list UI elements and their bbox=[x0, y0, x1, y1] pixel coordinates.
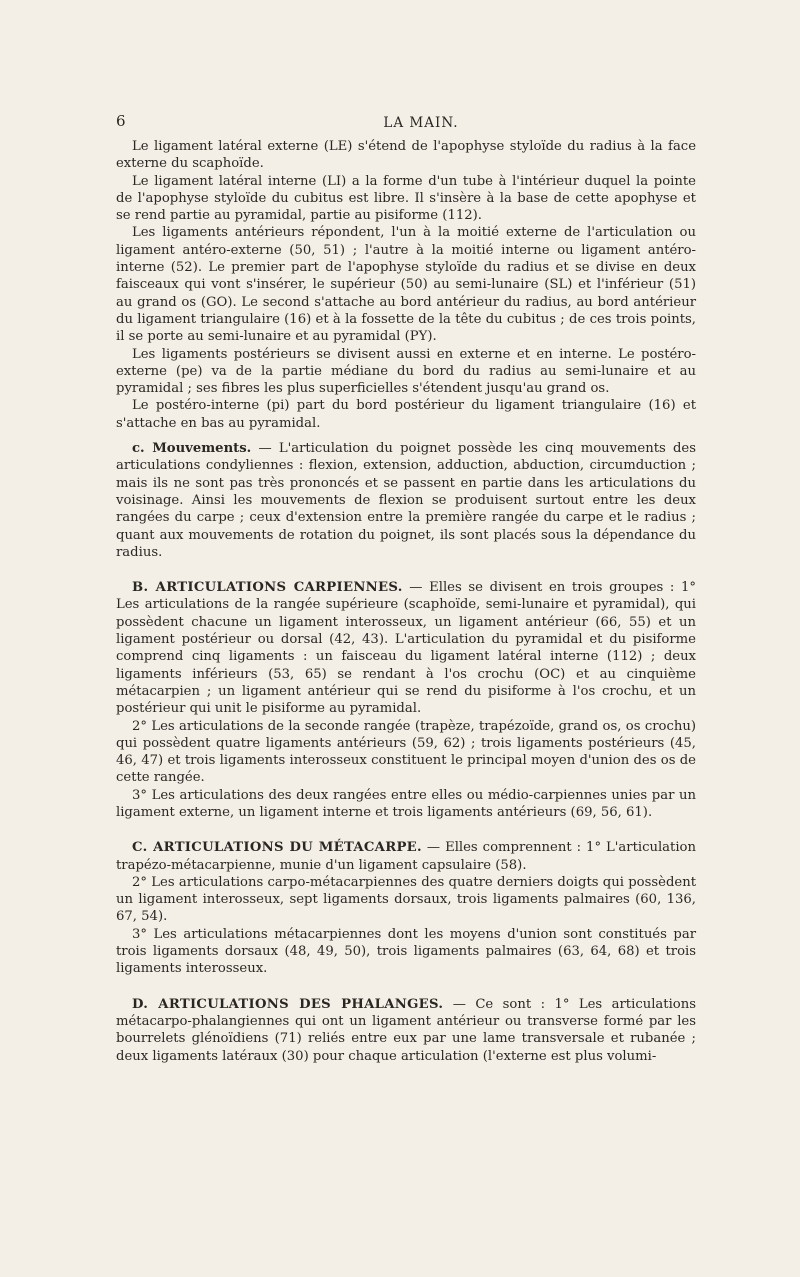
paragraph: Le ligament latéral externe (LE) s'étend de l'apophyse styloïde du radius à la face externe du scaphoïde. bbox=[116, 139, 696, 172]
paragraph: Les ligaments antérieurs répondent, l'un à la moitié externe de l'articulation ou ligament antéro-externe (50, 51) ; l'autre à la moitié interne ou ligament antéro-interne (52). Le premier part de l'apophyse styloïde du radius et se divise en deux faisceaux qui vont s'insérer, le supérieur (50) au semi-lunaire (SL) et l'inférieur (51) au grand os (GO). Le second s'attache au bord antérieur du radius, au bord antérieur du ligament triangulaire (16) et à la fossette de la tête du cubitus ; de ces trois points, il se porte au semi-lunaire et au pyramidal (PY). bbox=[116, 225, 696, 345]
page bbox=[116, 112, 696, 1065]
paragraph-text: — L'articulation du poignet possède les cinq mouvements des articulations condyliennes : flexion, extension, adduction, abduction, circumduction ; mais ils ne sont pas très prononcés et se passent en partie dans les articulations du voisinage. Ainsi les mouvements de flexion se produisent surtout entre les deux rangées du carpe ; ceux d'extension entre la première rangée du carpe et le radius ; quant aux mouvements de rotation du poignet, ils sont placés sous la dépendance du radius. bbox=[116, 441, 696, 560]
section-heading: C. ARTICULATIONS DU MÉTACARPE. bbox=[132, 840, 422, 856]
paragraph: Le postéro-interne (pi) part du bord postérieur du ligament triangulaire (16) et s'attache en bas au pyramidal. bbox=[116, 398, 696, 431]
paragraph: Le ligament latéral interne (LI) a la forme d'un tube à l'intérieur duquel la pointe de l'apophyse styloïde du cubitus est libre. Il s'insère à la base de cette apophyse et se rend partie au pyramidal, partie au pisiforme (112). bbox=[116, 173, 696, 224]
paragraph-text: — Elles comprennent : 1° L'articulation trapézo-métacarpienne, munie d'un ligament capsulaire (58). bbox=[116, 840, 696, 873]
paragraph: 2° Les articulations de la seconde rangée (trapèze, trapézoïde, grand os, os crochu) qui possèdent quatre ligaments antérieurs (59, 62) ; trois ligaments postérieurs (45, 46, 47) et trois ligaments interosseux constituent le principal moyen d'union des os de cette rangée. bbox=[116, 718, 696, 786]
paragraph bbox=[116, 839, 696, 874]
running-title: LA MAIN. bbox=[383, 115, 459, 131]
section-heading: D. ARTICULATIONS DES PHALANGES. bbox=[132, 996, 444, 1012]
paragraph: 3° Les articulations des deux rangées entre elles ou médio-carpiennes unies par un ligament externe, un ligament interne et trois ligaments antérieurs (69, 56, 61). bbox=[116, 787, 696, 820]
paragraph bbox=[116, 579, 696, 717]
paragraph: Les ligaments postérieurs se divisent aussi en externe et en interne. Le postéro-externe (pe) va de la partie médiane du bord du radius au semi-lunaire et au pyramidal ; ses fibres les plus superficielles s'étendent jusqu'au grand os. bbox=[116, 346, 696, 397]
running-head bbox=[116, 112, 696, 138]
paragraph: 2° Les articulations carpo-métacarpiennes des quatre derniers doigts qui possèdent un ligament interosseux, sept ligaments dorsaux, trois ligaments palmaires (60, 136, 67, 54). bbox=[116, 874, 696, 925]
paragraph-text: — Elles se divisent en trois groupes : 1° Les articulations de la rangée supérieure (scaphoïde, semi-lunaire et pyramidal), qui possèdent chacune un ligament interosseux, un ligament antérieur (66, 55) et un ligament postérieur ou dorsal (42, 43). L'articulation du pyramidal et du pisiforme comprend cinq ligaments : un faisceau du ligament latéral interne (112) ; deux ligaments inférieurs (53, 65) se rendant à l'os crochu (OC) et au cinquième métacarpien ; un ligament antérieur qui se rend du pisiforme à l'os crochu, et un postérieur qui unit le pisiforme au pyramidal. bbox=[116, 580, 697, 717]
page-number: 6 bbox=[116, 112, 126, 130]
paragraph-text: — Ce sont : 1° Les articulations métacarpo-phalangiennes qui ont un ligament antérieur ou transverse formé par les bourrelets glénoïdiens (71) reliés entre eux par une lame transversale et rubanée ; deux ligaments latéraux (30) pour chaque articulation (l'externe est plus volumi- bbox=[116, 996, 696, 1064]
paragraph bbox=[116, 440, 696, 561]
section-heading: B. ARTICULATIONS CARPIENNES. bbox=[132, 580, 403, 596]
section-lead: c. Mouvements. bbox=[132, 441, 252, 457]
paragraph bbox=[116, 996, 696, 1065]
paragraph: 3° Les articulations métacarpiennes dont les moyens d'union sont constitués par trois ligaments dorsaux (48, 49, 50), trois ligaments palmaires (63, 64, 68) et trois ligaments interosseux. bbox=[116, 926, 696, 977]
body-text bbox=[116, 138, 696, 1065]
